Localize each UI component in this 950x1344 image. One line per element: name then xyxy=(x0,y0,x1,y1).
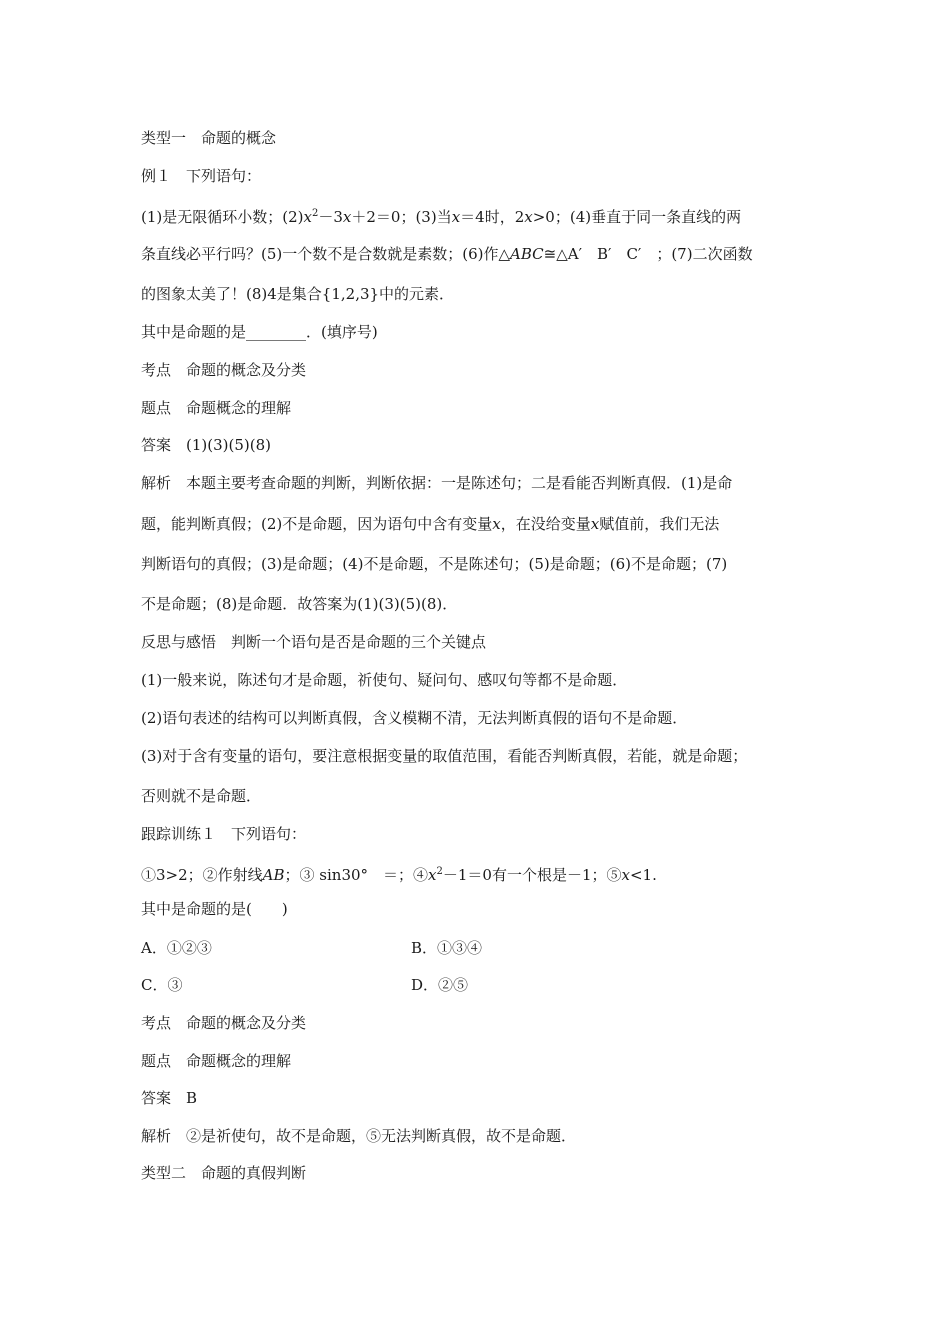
text-segment: 题，能判断真假；(2)不是命题，因为语句中含有变量 xyxy=(141,515,493,533)
example1-tidian: 题点 命题概念的理解 xyxy=(141,399,292,417)
text-segment: 赋值前，我们无法 xyxy=(599,515,720,533)
example1-line1 xyxy=(141,204,741,227)
text-segment: ；③ sin30° ＝；④ xyxy=(284,866,429,884)
example1-analysis-line2 xyxy=(141,514,719,534)
var-x: x xyxy=(451,208,461,226)
text-segment: －3 xyxy=(318,208,343,226)
reflection-point3-cont: 否则就不是命题． xyxy=(141,787,262,805)
option-a: A．①②③ xyxy=(141,939,212,957)
example1-analysis-line4: 不是命题；(8)是命题．故答案为(1)(3)(5)(8)． xyxy=(141,595,458,613)
text-segment: (1)是无限循环小数；(2) xyxy=(141,208,304,226)
example1-question: 其中是命题的是________．(填序号) xyxy=(141,323,378,341)
example1-answer: 答案 (1)(3)(5)(8) xyxy=(141,436,271,454)
option-d: D．②⑤ xyxy=(411,976,469,994)
practice1-options-row2 xyxy=(141,975,182,995)
practice1-analysis: 解析 ②是祈使句，故不是命题，⑤无法判断真假，故不是命题． xyxy=(141,1127,577,1145)
example1-line3: 的图象太美了！(8)4是集合{1,2,3}中的元素． xyxy=(141,285,455,303)
practice1-answer: 答案 B xyxy=(141,1089,198,1107)
text-segment: ＋2＝0；(3)当 xyxy=(351,208,452,226)
practice1-heading: 跟踪训练１ 下列语句： xyxy=(141,825,307,843)
practice1-kaodian: 考点 命题的概念及分类 xyxy=(141,1014,307,1032)
text-segment: 条直线必平行吗？(5)一个数不是合数就是素数；(6)作△ xyxy=(141,245,511,263)
practice1-tidian: 题点 命题概念的理解 xyxy=(141,1052,292,1070)
superscript-2: 2 xyxy=(436,866,443,877)
section2-title: 类型二 命题的真假判断 xyxy=(141,1164,307,1182)
example1-analysis-line3: 判断语句的真假；(3)是命题；(4)不是命题，不是陈述句；(5)是命题；(6)不是命题；(7) xyxy=(141,555,728,573)
section1-title: 类型一 命题的概念 xyxy=(141,129,277,147)
text-segment: －1＝0有一个根是－1；⑤ xyxy=(442,866,622,884)
reflection-point2: (2)语句表述的结构可以判断真假，含义模糊不清，无法判断真假的语句不是命题． xyxy=(141,709,688,727)
var-x: x xyxy=(492,515,501,533)
example1-kaodian: 考点 命题的概念及分类 xyxy=(141,361,307,379)
practice1-option-d-wrap xyxy=(411,975,468,995)
triangle-abc: ABC xyxy=(510,245,544,263)
text-segment: ，在没给变量 xyxy=(500,515,591,533)
var-x: x xyxy=(524,208,533,226)
superscript-2: 2 xyxy=(311,208,319,219)
ray-ab: AB xyxy=(262,866,285,884)
option-b: B．①③④ xyxy=(411,939,483,957)
practice1-options-row1 xyxy=(141,938,212,958)
text-segment: <1. xyxy=(629,866,657,884)
var-x: x xyxy=(303,208,312,226)
text-segment: ①3>2；②作射线 xyxy=(141,866,263,884)
var-x: x xyxy=(621,866,630,884)
var-x: x xyxy=(590,515,600,533)
reflection-heading: 反思与感悟 判断一个语句是否是命题的三个关键点 xyxy=(141,633,487,651)
var-x: x xyxy=(428,866,437,884)
example1-line2 xyxy=(141,244,753,264)
practice1-question: 其中是命题的是( ) xyxy=(141,900,288,918)
example1-analysis-line1: 解析 本题主要考查命题的判断，判断依据：一是陈述句；二是看能否判断真假．(1)是命 xyxy=(141,474,733,492)
practice1-option-b-wrap xyxy=(411,938,482,958)
example1-heading: 例１ 下列语句： xyxy=(141,167,262,185)
reflection-point1: (1)一般来说，陈述句才是命题，祈使句、疑问句、感叹句等都不是命题． xyxy=(141,671,628,689)
practice1-items xyxy=(141,862,657,885)
text-segment: ≅△A′ B′ C′ ；(7)二次函数 xyxy=(543,245,753,263)
text-segment: >0；(4)垂直于同一条直线的两 xyxy=(532,208,742,226)
reflection-point3: (3)对于含有变量的语句，要注意根据变量的取值范围，看能否判断真假，若能，就是命题； xyxy=(141,747,748,765)
var-x: x xyxy=(342,208,352,226)
option-c: C．③ xyxy=(141,976,183,994)
text-segment: ＝4时，2 xyxy=(460,208,525,226)
